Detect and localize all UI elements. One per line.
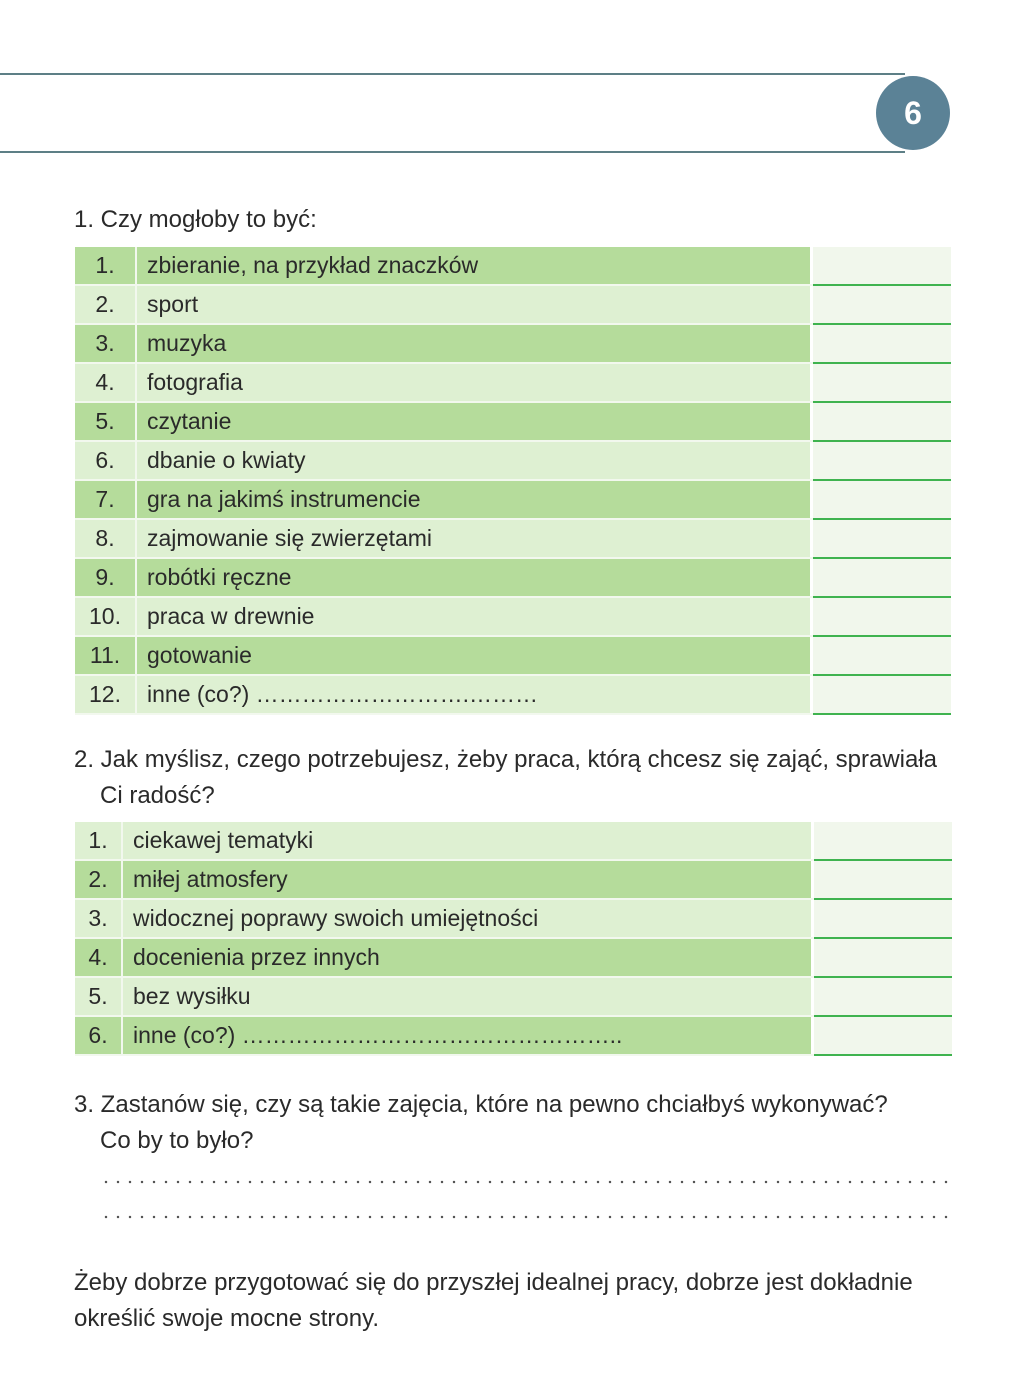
option-label: muzyka [136,324,810,363]
option-label: inne (co?) ……………………….……… [136,675,810,714]
option-label: zbieranie, na przykład znaczków [136,247,810,285]
option-label: robótki ręczne [136,558,810,597]
option-number: 4. [75,938,122,977]
closing-line-1: Żeby dobrze przygotować się do przyszłej idealnej pracy, dobrze jest dokładnie [74,1269,913,1296]
option-number: 5. [75,402,136,441]
option-number: 11. [75,636,136,675]
question-2-prompt-line1: 2. Jak myślisz, czego potrzebujesz, żeby praca, którą chcesz się zająć, sprawiała [74,746,938,773]
question-2-prompt-line2: Ci radość? [100,782,215,809]
option-label: praca w drewnie [136,597,810,636]
answer-field[interactable] [813,558,951,597]
option-row [75,860,952,899]
option-label: miłej atmosfery [122,860,811,899]
option-label: widocznej poprawy swoich umiejętności [122,899,811,938]
answer-field[interactable] [813,636,951,675]
question-1-prompt: 1. Czy mogłoby to być: [74,206,317,233]
option-row [75,324,951,363]
answer-field[interactable] [813,285,951,324]
answer-field[interactable] [814,1016,952,1055]
option-row [75,636,951,675]
question-3-prompt [74,1087,888,1159]
option-row [75,247,951,285]
option-label: gra na jakimś instrumencie [136,480,810,519]
page-number-badge: 6 [876,76,950,150]
option-label: docenienia przez innych [122,938,811,977]
closing-line-2: określić swoje mocne strony. [74,1305,379,1332]
answer-field[interactable] [814,977,952,1016]
option-number: 2. [75,860,122,899]
option-number: 5. [75,977,122,1016]
closing-paragraph [74,1265,944,1337]
question-3-prompt-line1: 3. Zastanów się, czy są takie zajęcia, które na pewno chciałbyś wykonywać? [74,1091,888,1118]
answer-field[interactable] [813,402,951,441]
option-row [75,597,951,636]
answer-field[interactable] [813,324,951,363]
option-label: dbanie o kwiaty [136,441,810,480]
option-row [75,285,951,324]
question-3-prompt-line2: Co by to było? [100,1127,254,1154]
question-2-prompt [74,742,937,814]
option-number: 3. [75,899,122,938]
option-row [75,977,952,1016]
option-number: 8. [75,519,136,558]
option-number: 6. [75,1016,122,1055]
answer-field[interactable] [813,363,951,402]
option-number: 9. [75,558,136,597]
option-label: sport [136,285,810,324]
option-number: 6. [75,441,136,480]
option-row [75,1016,952,1055]
answer-field[interactable] [814,938,952,977]
answer-field[interactable] [813,441,951,480]
option-number: 12. [75,675,136,714]
option-label: zajmowanie się zwierzętami [136,519,810,558]
option-number: 1. [75,247,136,285]
option-row [75,558,951,597]
answer-field[interactable] [814,822,952,860]
option-label: bez wysiłku [122,977,811,1016]
option-row [75,822,952,860]
option-label: ciekawej tematyki [122,822,811,860]
option-label: inne (co?) ………………………………………….. [122,1016,811,1055]
option-number: 2. [75,285,136,324]
option-row [75,938,952,977]
option-number: 1. [75,822,122,860]
header-band [0,73,905,153]
option-label: fotografia [136,363,810,402]
question-2-options-table [75,822,952,1056]
answer-field[interactable] [813,675,951,714]
option-row [75,519,951,558]
option-number: 7. [75,480,136,519]
answer-field[interactable] [813,519,951,558]
answer-field[interactable] [813,597,951,636]
option-row [75,402,951,441]
option-label: czytanie [136,402,810,441]
answer-field[interactable] [814,899,952,938]
answer-field[interactable] [814,860,952,899]
option-row [75,899,952,938]
option-row [75,480,951,519]
option-number: 10. [75,597,136,636]
option-label: gotowanie [136,636,810,675]
question-1-options-table [75,247,951,715]
answer-field[interactable] [813,247,951,285]
option-row [75,363,951,402]
option-number: 4. [75,363,136,402]
question-3-answer-line-2[interactable] [100,1215,948,1219]
option-row [75,675,951,714]
option-number: 3. [75,324,136,363]
answer-field[interactable] [813,480,951,519]
option-row [75,441,951,480]
question-3-answer-line-1[interactable] [100,1180,948,1184]
